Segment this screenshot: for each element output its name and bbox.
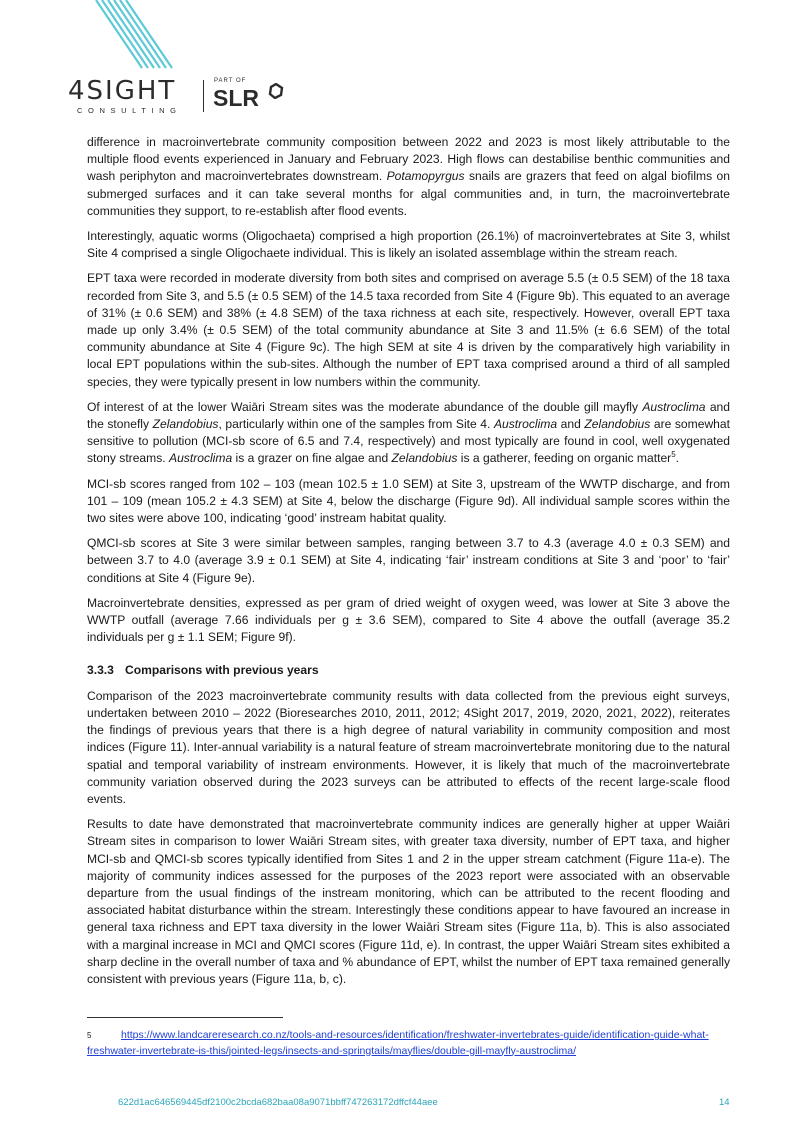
section-title: Comparisons with previous years	[125, 663, 319, 678]
logo-divider	[203, 80, 204, 112]
text-run: is a grazer on fine algae and	[232, 451, 392, 466]
logo-stripes-graphic	[88, 0, 178, 72]
page-number: 14	[719, 1097, 730, 1108]
logo-part-of: PART OF	[214, 78, 247, 84]
italic-taxon: Potamopyrgus	[386, 169, 465, 184]
italic-taxon: Austroclima	[642, 399, 706, 414]
logo-tagline: CONSULTING	[77, 106, 182, 115]
text-run: , particularly within one of the samples from Site 4.	[218, 417, 494, 432]
footnote-link-line-2[interactable]: freshwater-invertebrate-is-this/jointed-legs/insects-and-springtails/mayflies/double-gill-mayfly-austroclima/	[87, 1044, 577, 1057]
company-logo	[68, 0, 298, 118]
paragraph-3: EPT taxa were recorded in moderate diversity from both sites and comprised on average 5.5 (± 0.5 SEM) of the 18 taxa recorded from Site 3, and 5.5 (± 0.5 SEM) of the 14.5 taxa recorded from Site 4 (Figure 9b). This equated to an average of 31% (± 0.6 SEM) and 38% (± 4.8 SEM) of the taxa richness at each site, respectively. However, overall EPT taxa made up only 3.4% (± 0.5 SEM) of the total community abundance at Site 3 and 11.5% (± 6.6 SEM) of the total community abundance at Site 4 (Figure 9c). The high SEM at site 4 is driven by the comparatively high variability in local EPT populations within the sub-sites. Although the number of EPT taxa comprised around a third of all sampled species, they were typically present in low numbers within the community.	[87, 271, 730, 389]
footnote	[87, 1028, 737, 1059]
text-run: difference in macroinvertebrate community composition between 2022 and 2023 is most likely attributable to the multiple flood events experienced in January and February 2023. High flows can destabilise benthic communities and wash periphyton and macroinvertebrates downstream.	[87, 135, 730, 184]
text-run: are somewhat sensitive to pollution (MCI-sb score of 6.5 and 7.4, respectively) and most typically are found in cool, well oxygenated stony streams.	[87, 417, 730, 466]
logo-brand-text: 4SIGHT	[68, 76, 177, 106]
text-run: and the stonefly	[87, 399, 730, 432]
italic-taxon: Zelandobius	[152, 417, 219, 432]
paragraph-1	[87, 134, 730, 220]
text-run: and	[557, 417, 585, 432]
paragraph-2: Interestingly, aquatic worms (Oligochaeta) comprised a high proportion (26.1%) of macroinvertebrates at Site 3, whilst Site 4 comprised a single Oligochaete individual. This is likely an isolated assemblage within the stream reach.	[87, 229, 730, 261]
paragraph-5: MCI-sb scores ranged from 102 – 103 (mean 102.5 ± 1.0 SEM) at Site 3, upstream of the WWTP discharge, and from 101 – 109 (mean 105.2 ± 4.3 SEM) at Site 4, below the discharge (Figure 9d). All individual sample scores within the two sites were above 100, indicating ‘good’ instream habitat quality.	[87, 476, 730, 526]
italic-taxon: Zelandobius	[584, 417, 651, 432]
section-number: 3.3.3	[87, 663, 114, 678]
slr-mark-icon	[268, 83, 284, 99]
logo-parent-brand: SLR	[213, 85, 259, 111]
footnote-number: 5	[87, 1031, 92, 1040]
text-run: snails are grazers that feed on algal biofilms on submerged surfaces and it can take several months for algal communities and, in turn, the macroinvertebrate communities they support, to re-establish after flood events.	[87, 169, 730, 218]
italic-taxon: Zelandobius	[391, 451, 458, 466]
text-run: .	[675, 451, 680, 466]
paragraph-7: Macroinvertebrate densities, expressed as per gram of dried weight of oxygen weed, was lower at Site 3 above the WWTP outfall (average 7.66 individuals per g ± 3.6 SEM), compared to Site 4 above the outfall (average 35.2 individuals per g ± 1.1 SEM; Figure 9f).	[87, 595, 730, 645]
paragraph-8: Comparison of the 2023 macroinvertebrate community results with data collected from the previous eight surveys, undertaken between 2010 – 2022 (Bioresearches 2010, 2011, 2012; 4Sight 2017, 2019, 2020, 2021, 2022), reiterates the findings of previous years that there is a high degree of natural variability in community composition and most indices (Figure 11). Inter-annual variability is a natural feature of stream macroinvertebrate monitoring due to the natural spatial and temporal variability of instream environments. However, it is likely that much of the macroinvertebrate community variation observed during the 2023 surveys can be attributed to effects of the recent large-scale flood events.	[87, 688, 730, 806]
body-text	[87, 134, 730, 996]
footnote-link-line-1[interactable]: https://www.landcareresearch.co.nz/tools-and-resources/identification/freshwater-invertebrates-guide/identification-guide-what-	[121, 1029, 709, 1041]
footnote-divider	[87, 1017, 283, 1018]
paragraph-9: Results to date have demonstrated that macroinvertebrate community indices are generally higher at upper Waiāri Stream sites in comparison to lower Waiāri Stream sites, with greater taxa diversity, number of EPT taxa, and higher MCI-sb and QMCI-sb scores typically identified from Sites 1 and 2 in the upper stream catchment (Figure 11a-e). The majority of community indices assessed for the purposes of the 2023 report were associated with an observable departure from the usual findings of the instream monitoring, which can be attributed to the recent flooding and associated habitat disturbance within the stream. Interestingly these conditions appear to have favoured an increase in general taxa richness and EPT taxa diversity in the lower Waiāri Stream sites (Figure 11a, b). This is also associated with a marginal increase in MCI and QMCI scores (Figure 11d, e). In contrast, the upper Waiāri Stream sites exhibited a sharp decline in the overall number of taxa and % abundance of EPT, whilst the number of EPT taxa remained generally consistent with previous years (Figure 11a, b, c).	[87, 817, 730, 986]
footnote-ref: 5	[671, 450, 676, 460]
paragraph-6: QMCI-sb scores at Site 3 were similar between samples, ranging between 3.7 to 4.3 (average 4.0 ± 0.3 SEM) and between 3.7 to 4.0 (average 3.9 ± 0.1 SEM) at Site 4, indicating ‘fair’ instream conditions at Site 3 and ‘poor’ to ‘fair’ conditions at Site 4 (Figure 9e).	[87, 536, 730, 585]
document-id: 622d1ac646569445df2100c2bcda682baa08a9071bbff747263172dffcf44aee	[118, 1097, 438, 1108]
italic-taxon: Austroclima	[493, 417, 558, 432]
text-run: is a gatherer, feeding on organic matter	[457, 451, 672, 466]
italic-taxon: Austroclima	[169, 451, 233, 466]
text-run: Of interest of at the lower Waiāri Stream sites was the moderate abundance of the double gill mayfly	[87, 399, 643, 414]
paragraph-4	[87, 399, 730, 468]
section-heading	[87, 662, 730, 679]
